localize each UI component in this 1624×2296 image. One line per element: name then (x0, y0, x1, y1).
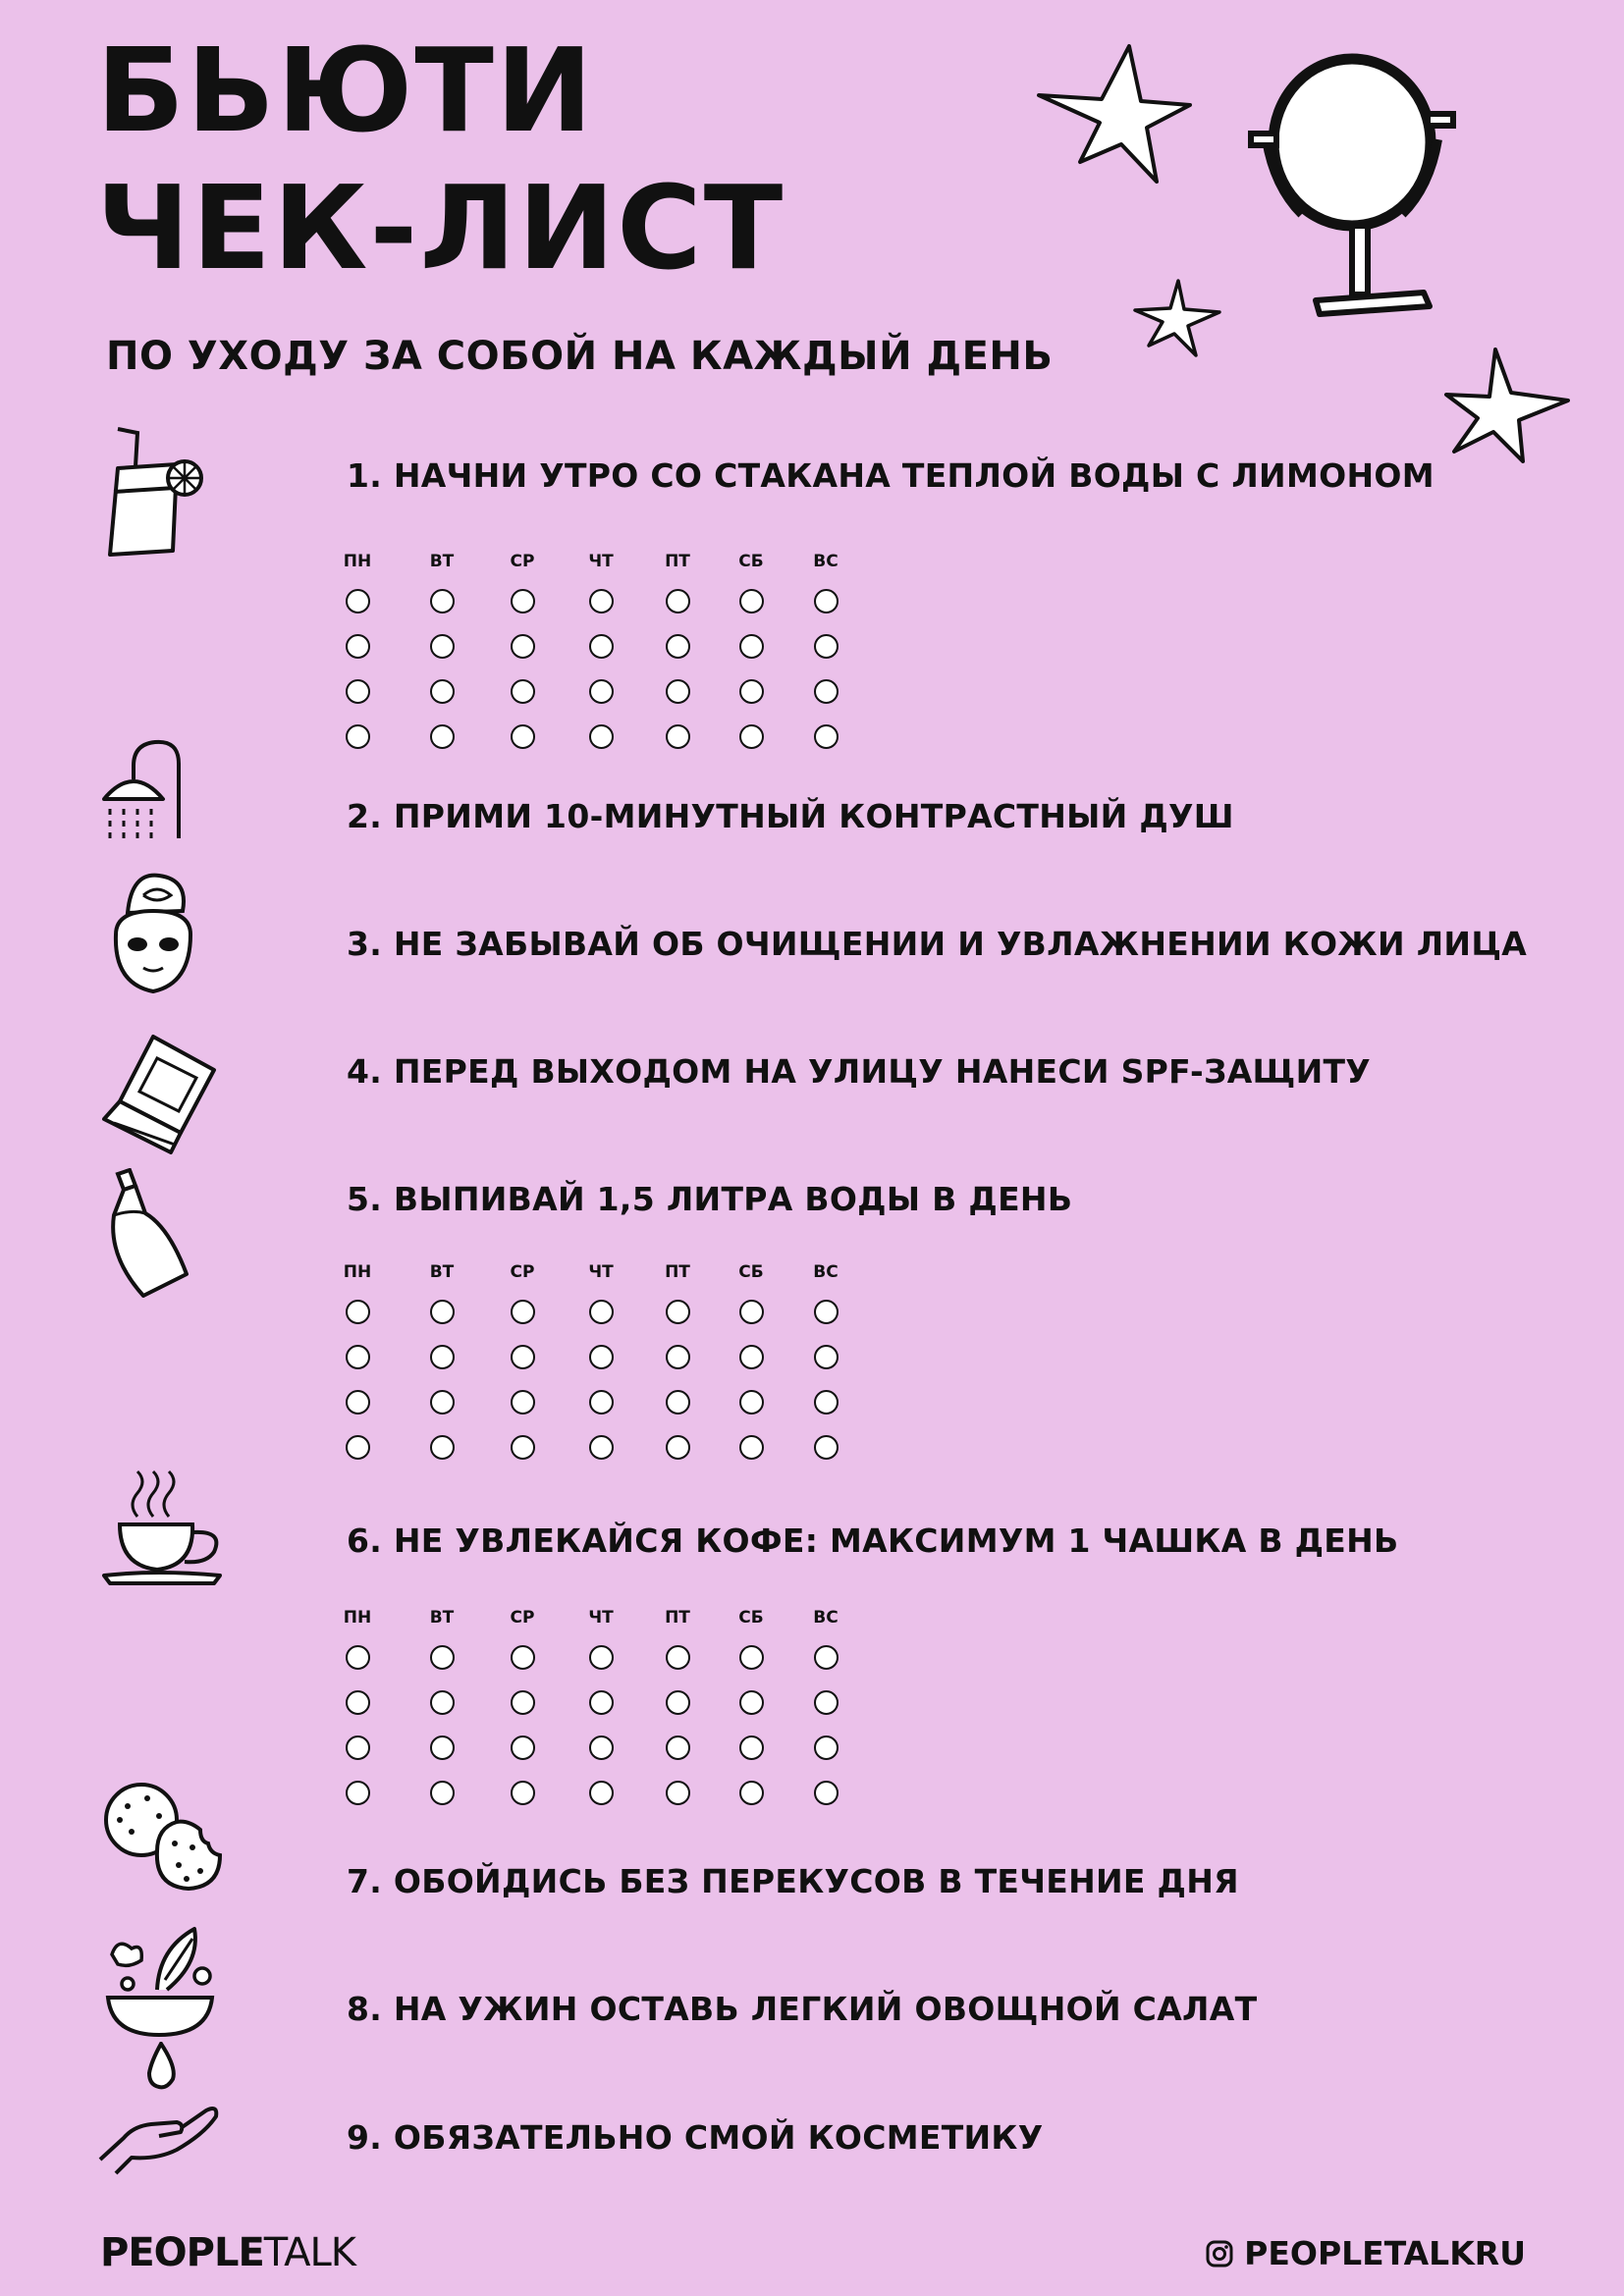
day-checkbox[interactable] (346, 1645, 370, 1670)
day-checkbox[interactable] (511, 1735, 535, 1760)
day-label: ПТ (665, 1608, 690, 1628)
brand-logo-light: TALK (263, 2230, 355, 2275)
day-checkbox[interactable] (814, 1300, 839, 1324)
mirror-icon (1237, 49, 1463, 324)
day-label: СБ (738, 1262, 764, 1282)
brand-logo-bold: PEOPLE (100, 2230, 264, 2275)
day-checkbox[interactable] (511, 1690, 535, 1715)
day-checkbox[interactable] (666, 1390, 690, 1415)
day-checkbox[interactable] (430, 724, 455, 749)
day-checkbox[interactable] (814, 1345, 839, 1369)
day-checkbox[interactable] (739, 1345, 764, 1369)
day-label: ЧТ (588, 552, 614, 571)
day-checkbox[interactable] (430, 1690, 455, 1715)
day-checkbox[interactable] (346, 1300, 370, 1324)
day-checkbox[interactable] (739, 724, 764, 749)
instagram-handle-text: PEOPLETALKRU (1244, 2234, 1526, 2272)
salad-bowl-icon (98, 1919, 226, 2056)
day-checkbox[interactable] (589, 1645, 614, 1670)
day-checkbox[interactable] (589, 1390, 614, 1415)
day-checkbox[interactable] (739, 1300, 764, 1324)
day-checkbox[interactable] (430, 1390, 455, 1415)
day-checkbox[interactable] (666, 1781, 690, 1805)
checklist-item-6: 6. НЕ УВЛЕКАЙСЯ КОФЕ: МАКСИМУМ 1 ЧАШКА В ДЕНЬ (347, 1522, 1399, 1560)
day-checkbox[interactable] (511, 634, 535, 659)
day-checkbox[interactable] (511, 1781, 535, 1805)
day-label: СР (510, 1262, 535, 1282)
day-checkbox[interactable] (589, 1345, 614, 1369)
day-label: ВС (813, 1608, 839, 1628)
day-checkbox[interactable] (346, 1435, 370, 1460)
title-line-2: ЧЕК-ЛИСТ (96, 160, 785, 295)
day-checkbox[interactable] (739, 1735, 764, 1760)
star-large-icon (1031, 34, 1198, 191)
day-checkbox[interactable] (346, 1781, 370, 1805)
day-checkbox[interactable] (511, 1435, 535, 1460)
day-checkbox[interactable] (814, 679, 839, 704)
coffee-cup-icon (98, 1468, 226, 1605)
day-checkbox[interactable] (430, 589, 455, 614)
checklist-item-3: 3. НЕ ЗАБЫВАЙ ОБ ОЧИЩЕНИИ И УВЛАЖНЕНИИ КОЖИ ЛИЦА (347, 925, 1528, 963)
day-checkbox[interactable] (814, 1390, 839, 1415)
day-label: ВС (813, 552, 839, 571)
day-checkbox[interactable] (511, 1645, 535, 1670)
day-checkbox[interactable] (814, 1645, 839, 1670)
day-label: ПН (343, 1262, 372, 1282)
day-checkbox[interactable] (430, 1645, 455, 1670)
day-checkbox[interactable] (346, 589, 370, 614)
day-checkbox[interactable] (814, 724, 839, 749)
checklist-item-1: 1. НАЧНИ УТРО СО СТАКАНА ТЕПЛОЙ ВОДЫ С ЛИМОНОМ (347, 456, 1435, 495)
day-label: ЧТ (588, 1262, 614, 1282)
day-checkbox[interactable] (589, 589, 614, 614)
day-label: СР (510, 1608, 535, 1628)
cookies-icon (98, 1777, 226, 1914)
day-label: ВТ (429, 552, 455, 571)
day-checkbox[interactable] (430, 679, 455, 704)
day-checkbox[interactable] (666, 589, 690, 614)
instagram-handle[interactable] (1205, 2234, 1526, 2272)
checklist-item-8: 8. НА УЖИН ОСТАВЬ ЛЕГКИЙ ОВОЩНОЙ САЛАТ (347, 1990, 1258, 2028)
day-checkbox[interactable] (430, 1300, 455, 1324)
day-checkbox[interactable] (666, 634, 690, 659)
checklist-item-9: 9. ОБЯЗАТЕЛЬНО СМОЙ КОСМЕТИКУ (347, 2118, 1044, 2157)
day-checkbox[interactable] (589, 1781, 614, 1805)
day-label: ЧТ (588, 1608, 614, 1628)
day-checkbox[interactable] (430, 1345, 455, 1369)
day-checkbox[interactable] (814, 1735, 839, 1760)
hand-drop-icon (98, 2042, 226, 2179)
day-checkbox[interactable] (346, 1345, 370, 1369)
page-title (96, 22, 785, 296)
day-checkbox[interactable] (589, 724, 614, 749)
day-checkbox[interactable] (346, 634, 370, 659)
checklist-item-5: 5. ВЫПИВАЙ 1,5 ЛИТРА ВОДЫ В ДЕНЬ (347, 1180, 1073, 1218)
star-right-icon (1438, 344, 1576, 466)
day-checkbox[interactable] (346, 1735, 370, 1760)
checklist-item-4: 4. ПЕРЕД ВЫХОДОМ НА УЛИЦУ НАНЕСИ SPF-ЗАЩИТУ (347, 1052, 1372, 1091)
day-checkbox[interactable] (666, 724, 690, 749)
day-checkbox[interactable] (511, 724, 535, 749)
day-checkbox[interactable] (666, 679, 690, 704)
day-checkbox[interactable] (430, 1435, 455, 1460)
day-label: ВТ (429, 1262, 455, 1282)
day-checkbox[interactable] (814, 589, 839, 614)
day-checkbox[interactable] (666, 1435, 690, 1460)
day-label: СБ (738, 1608, 764, 1628)
day-checkbox[interactable] (814, 1690, 839, 1715)
page-subtitle: ПО УХОДУ ЗА СОБОЙ НА КАЖДЫЙ ДЕНЬ (106, 334, 1054, 379)
day-label: ПН (343, 1608, 372, 1628)
day-label: ПН (343, 552, 372, 571)
day-checkbox[interactable] (511, 679, 535, 704)
day-checkbox[interactable] (589, 1690, 614, 1715)
day-checkbox[interactable] (814, 1781, 839, 1805)
checklist-item-2: 2. ПРИМИ 10-МИНУТНЫЙ КОНТРАСТНЫЙ ДУШ (347, 797, 1234, 835)
day-checkbox[interactable] (589, 1735, 614, 1760)
day-checkbox[interactable] (589, 679, 614, 704)
day-checkbox[interactable] (511, 1345, 535, 1369)
day-checkbox[interactable] (666, 1300, 690, 1324)
instagram-icon (1205, 2239, 1234, 2269)
day-checkbox[interactable] (739, 634, 764, 659)
day-checkbox[interactable] (511, 1390, 535, 1415)
day-checkbox[interactable] (589, 634, 614, 659)
day-checkbox[interactable] (346, 724, 370, 749)
day-checkbox[interactable] (814, 634, 839, 659)
title-line-1: БЬЮТИ (96, 23, 595, 158)
day-label: ВС (813, 1262, 839, 1282)
shower-icon (98, 734, 226, 872)
day-checkbox[interactable] (589, 1435, 614, 1460)
day-checkbox[interactable] (739, 1390, 764, 1415)
checklist-item-7: 7. ОБОЙДИСЬ БЕЗ ПЕРЕКУСОВ В ТЕЧЕНИЕ ДНЯ (347, 1862, 1239, 1900)
day-checkbox[interactable] (511, 589, 535, 614)
cream-tube-icon (98, 1031, 226, 1168)
day-label: ВТ (429, 1608, 455, 1628)
day-checkbox[interactable] (814, 1435, 839, 1460)
day-checkbox[interactable] (666, 1345, 690, 1369)
day-label: СР (510, 552, 535, 571)
star-small-icon (1129, 275, 1227, 363)
day-checkbox[interactable] (739, 1435, 764, 1460)
day-checkbox[interactable] (589, 1300, 614, 1324)
day-checkbox[interactable] (739, 1645, 764, 1670)
day-checkbox[interactable] (666, 1690, 690, 1715)
day-checkbox[interactable] (346, 1390, 370, 1415)
brand-logo (100, 2230, 355, 2275)
day-checkbox[interactable] (430, 634, 455, 659)
day-checkbox[interactable] (739, 1781, 764, 1805)
bottle-icon (98, 1168, 226, 1306)
day-checkbox[interactable] (739, 679, 764, 704)
face-mask-icon (98, 866, 226, 1003)
glass-lemon-icon (98, 427, 226, 564)
day-checkbox[interactable] (666, 1735, 690, 1760)
day-checkbox[interactable] (430, 1781, 455, 1805)
day-checkbox[interactable] (430, 1735, 455, 1760)
day-label: ПТ (665, 1262, 690, 1282)
day-checkbox[interactable] (739, 1690, 764, 1715)
day-checkbox[interactable] (346, 1690, 370, 1715)
day-checkbox[interactable] (666, 1645, 690, 1670)
day-checkbox[interactable] (511, 1300, 535, 1324)
day-label: ПТ (665, 552, 690, 571)
day-checkbox[interactable] (739, 589, 764, 614)
day-label: СБ (738, 552, 764, 571)
day-checkbox[interactable] (346, 679, 370, 704)
